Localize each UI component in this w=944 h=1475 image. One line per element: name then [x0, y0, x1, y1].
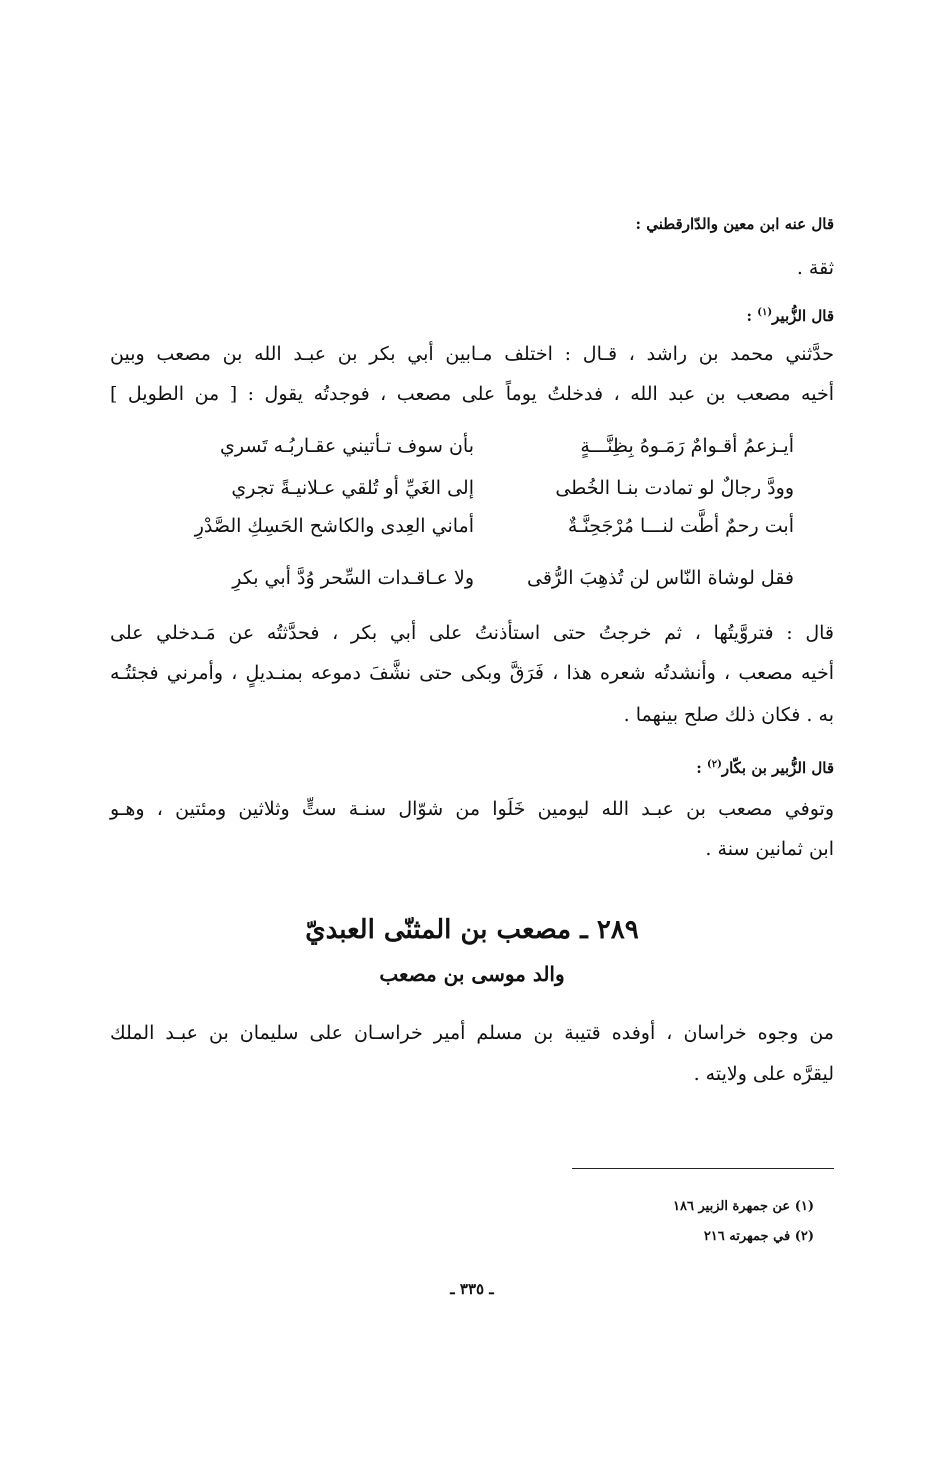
verse-4-second-hemistich: ولا عـاقـدات السِّحر وُدَّ أبي بكرِ [232, 567, 474, 589]
verse-4-first-hemistich: فقل لوشاة النّاس لن تُذهِبَ الرُّقى [527, 567, 794, 589]
text-line-10: وتوفي مصعب بن عبـد الله ليومين خَلَوا من شوّال سنـة ستٍّ وثلاثين ومئتين ، وهـو [110, 798, 834, 820]
verse-1-first-hemistich: أيـزعمُ أقـوامٌ رَمَـوهُ بِظِنَّـــةٍ [580, 435, 794, 457]
text-line-6: قال : فتروَّيتُها ، ثم خرجتُ حتى استأذنتُ على أبي بكر ، فحدَّثتُه عن مَـدخلي على [110, 622, 834, 644]
verse-2-first-hemistich: وودَّ رجالٌ لو تمادت بنـا الخُطى [555, 477, 794, 499]
text-line-12: من وجوه خراسان ، أوفده قتيبة بن مسلم أمير خراسـان على سليمان بن عبـد الملك [110, 1022, 834, 1044]
text-line-1: قال عنه ابن معين والدّارقطني : [635, 215, 834, 233]
text-line-8: به . فكان ذلك صلح بينهما . [623, 704, 834, 726]
section-intro-zubair-2 [110, 759, 834, 777]
verse-3-first-hemistich: أبت رحمٌ أطَّت لنـــا مُرْجَحِنَّـةٌ [567, 515, 794, 537]
verse-2-second-hemistich: إلى الغَيِّ أو تُلقي عـلانيـةً تجري [231, 477, 474, 499]
verse-3-second-hemistich: أماني العِدى والكاشح الحَسِكِ الصَّدْرِ [194, 515, 474, 537]
footnote-divider [572, 1168, 834, 1169]
intro-colon: : [746, 307, 758, 325]
entry-subtitle: والد موسى بن مصعب [379, 962, 565, 986]
text-line-11: ابن ثمانين سنة . [705, 838, 834, 860]
verse-1-second-hemistich: بأن سوف تـأتيني عقـاربُـه تَسري [220, 435, 474, 457]
section-intro-zubair-1 [110, 307, 834, 325]
entry-title: ٢٨٩ ـ مصعب بن المثنّى العبديّ [305, 915, 639, 945]
footnote-2: (٢) في جمهرته ٢١٦ [703, 1229, 814, 1244]
text-line-13: ليقرَّه على ولايته . [693, 1063, 834, 1085]
intro-colon: : [696, 759, 707, 777]
intro-label: قال الزُّبير [772, 307, 834, 325]
footnote-1: (١) عن جمهرة الزبير ١٨٦ [673, 1199, 814, 1214]
text-line-2: ثقة . [796, 257, 834, 279]
text-line-5: أخيه مصعب بن عبد الله ، فدخلتُ يوماً على مصعب ، فوجدتُه يقول : [ من الطويل ] [110, 383, 835, 405]
text-line-7: أخيه مصعب ، وأنشدتُه شعره هذا ، فَرَقَّ وبكى حتى نشَّفَ دموعه بمنـديلٍ ، وأمرني فجئتُـه [110, 662, 834, 684]
footnote-ref-1: (١) [757, 307, 773, 318]
text-line-4: حدَّثني محمد بن راشد ، قـال : اختلف مـابين أبي بكر بن عبـد الله بن مصعب وبين [110, 343, 834, 365]
page-number: ـ ٣٣٥ ـ [450, 1280, 494, 1298]
footnote-ref-2: (٢) [706, 759, 722, 770]
intro-label: قال الزُّبير بن بكّار [721, 759, 834, 777]
